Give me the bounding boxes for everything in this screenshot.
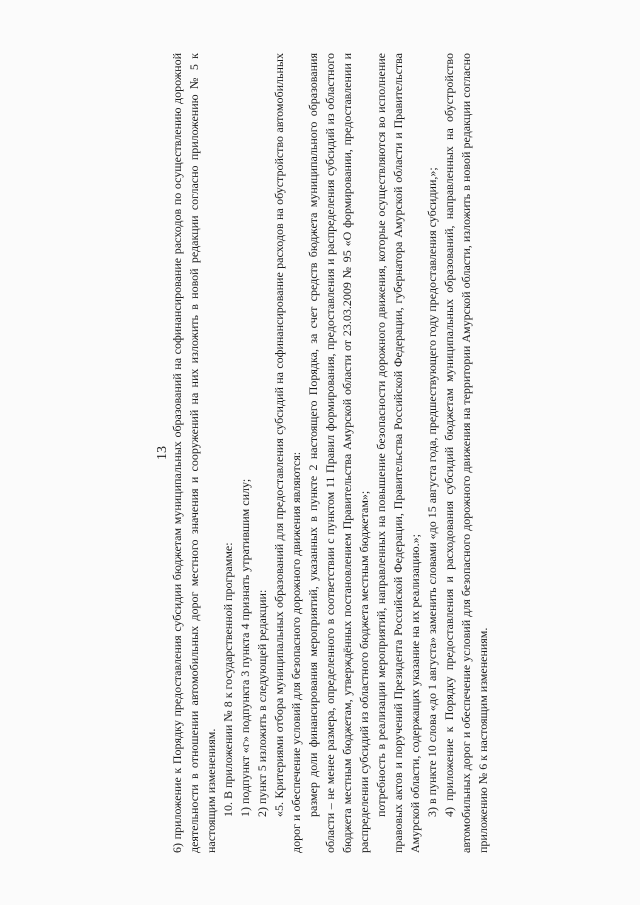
paragraph-section-10: 10. В приложении № 8 к государственной программе: (221, 541, 235, 817)
paragraph-subitem-4: 4) приложение к Порядку предоставления и расходования субсидий бюджетам муниципальных образований, направленных на обустройство автомобильных дорог и обеспечение условий для безопасного дорожного движения на территории Амурской области, изложить в новой редакции согласно приложению № 6 к настоящим изменениям. (442, 52, 490, 853)
paragraph-item-6: 6) приложение к Порядку предоставления субсидии бюджетам муниципальных образований на софинансирование расходов по осуществлению дорожной деятельности в отношении автомобильных дорог местного значения и сооружений на них изложить в новой редакции согласно приложению № 5 к настоящим изменениям. (170, 52, 218, 853)
paragraph-subitem-2: 2) пункт 5 изложить в следующей редакции: (255, 589, 269, 817)
paragraph-subitem-1: 1) подпункт «г» подпункта 3 пункта 4 признать утратившим силу; (238, 478, 252, 817)
rotated-content (105, 53, 535, 853)
body-text (169, 53, 492, 853)
paragraph-subitem-3: 3) в пункте 10 слова «до 1 августа» заменить словами «до 15 августа года, предшествующего году предоставления субсидии,»; (425, 166, 439, 817)
paragraph-criteria: «5. Критериями отбора муниципальных образований для предоставления субсидий на софинансирование расходов на обустройство автомобильных дорог и обеспечение условий для безопасного дорожного движения являются: (272, 52, 303, 853)
page-number: 13 (155, 445, 170, 460)
paragraph-funding-share: размер доли финансирования мероприятий, указанных в пункте 2 настоящего Порядка, за счет средств бюджета муниципального образования области – не менее размера, определенного в соответствии с пунктом 11 Правил формирования, предоставления и распределения субсидий из областного бюджета местным бюджетам, утверждённых постановлением Правительства Амурской области от 23.03.2009 № 95 «О формировании, предоставлении и распределении субсидий из областного бюджета местным бюджетам»; (306, 52, 371, 853)
paragraph-safety-need: потребность в реализации мероприятий, направленных на повышение безопасности дорожного движения, которые осуществляются во исполнение правовых актов и поручений Президента Российской Федерации, Правительства Российской Федерации, губернатора Амурской области и Правительства Амурской области, содержащих указание на их реализацию.»; (374, 52, 422, 853)
